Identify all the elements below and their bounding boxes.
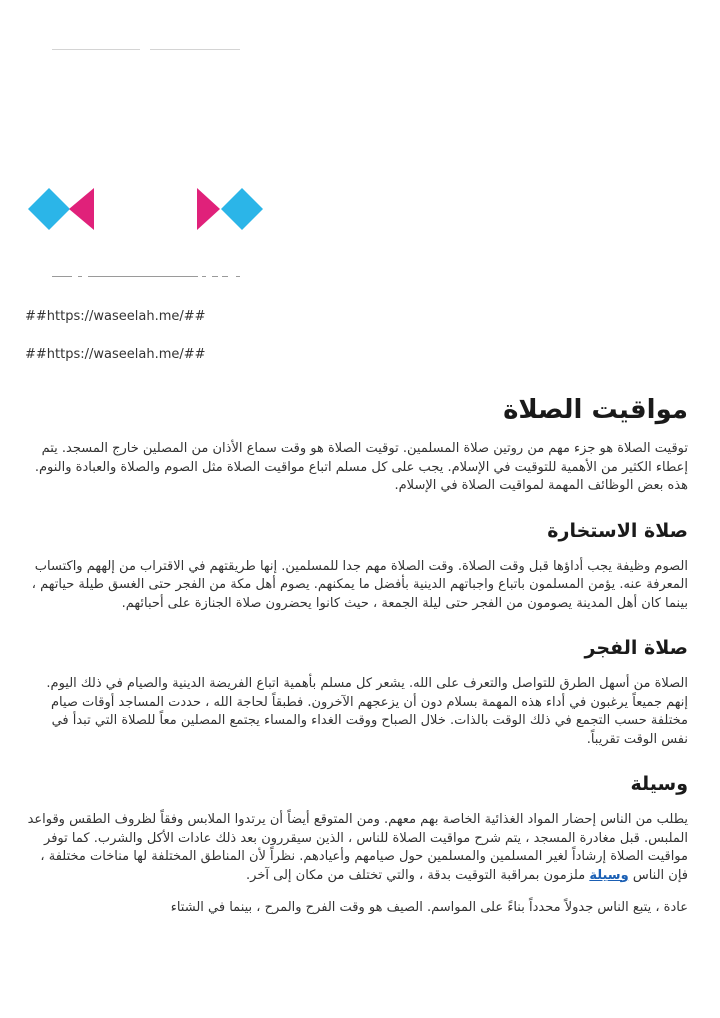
waseela-link[interactable]: وسيلة: [589, 867, 629, 883]
site-logo[interactable]: [28, 186, 264, 232]
logo-pink-triangle-right: [197, 188, 220, 230]
section-heading-istikhara: صلاة الاستخارة: [547, 519, 688, 542]
closing-paragraph: عادة ، يتبع الناس جدولاً محدداً بناءً على المواسم. الصيف هو وقت الفرح والمرح ، بينما في الشتاء: [170, 900, 688, 915]
logo-tagline-dashes: [52, 276, 242, 278]
body-text-after-link: ملزمون بمراقبة التوقيت بدقة ، والتي تختلف من مكان إلى آخر.: [246, 867, 590, 883]
source-url-2: ##https://waseelah.me/##: [25, 347, 206, 362]
logo-blue-diamond-left: [28, 188, 70, 230]
section-heading-fajr: صلاة الفجر: [584, 637, 688, 659]
header-rule-lines: [52, 49, 242, 51]
section-heading-waseela: وسيلة: [630, 773, 688, 795]
logo-blue-diamond-right: [221, 188, 263, 230]
section-body-fajr: الصلاة من أسهل الطرق للتواصل والتعرف على الله. يشعر كل مسلم بأهمية اتباع الفريضة الدينية والصيام في ذلك اليوم. إنهم جميعاً يرغبون في أداء هذه المهمة بسلام دون أن يزعجهم الآخرون. فطبقاً لحاجة الله ، حددت المساجد أوقات صيام مختلفة حسب التجمع في ذلك الوقت بالذات. خلال الصباح ووقت الغداء والمساء يجتمع المصلين معاً للصلاة التي تبدأ في نفس الوقت تقريباً.: [46, 676, 688, 747]
intro-paragraph: توقيت الصلاة هو جزء مهم من روتين صلاة المسلمين. توقيت الصلاة هو وقت سماع الأذان من المصلين خارج المسجد. يتم إعطاء الكثير من الأهمية للتوقيت في الإسلام. يجب على كل مسلم اتباع مواقيت الصلاة مثل الصوم والصلاة والعبادة والنوم. هذه بعض الوظائف المهمة لمواقيت الصلاة في الإسلام.: [34, 441, 688, 493]
section-body-istikhara: الصوم وظيفة يجب أداؤها قبل وقت الصلاة. وقت الصلاة مهم جدا للمسلمين. إنها طريقتهم في الاقتراب من إلههم واكتساب المعرفة عنه. يؤمن المسلمون باتباع واجباتهم الدينية بأفضل ما يمكنهم. يصوم أهل مكة من الفجر حتى الغسق طيلة حياتهم ، بينما كان أهل المدينة يصومون من الفجر حتى ليلة الجمعة ، حيث كانوا يحضرون صلاة الجنازة على أحبائهم.: [31, 558, 688, 611]
source-url-1: ##https://waseelah.me/##: [25, 309, 206, 324]
body-text-before-link: يطلب من الناس إحضار المواد الغذائية الخاصة بهم معهم. ومن المتوقع أيضاً أن يرتدوا الملابس وفقاً لظروف الطقس وقواعد الملبس. قبل مغادرة المسجد ، يتم شرح مواقيت الصلاة للناس ، الذين سيقررون بعد ذلك عادات الأكل والشرب. كما توفر مواقيت الصلاة إرشاداً لغير المسلمين والمسلمين حول صيامهم وأعيادهم. نظراً لأن المناطق المختلفة لها مناخات مختلفة ، فإن الناس: [27, 812, 688, 883]
logo-pink-triangle-left: [69, 188, 94, 230]
section-body-waseela: [25, 811, 688, 885]
article-content: [25, 308, 688, 918]
page-title: مواقيت الصلاة: [503, 395, 688, 425]
